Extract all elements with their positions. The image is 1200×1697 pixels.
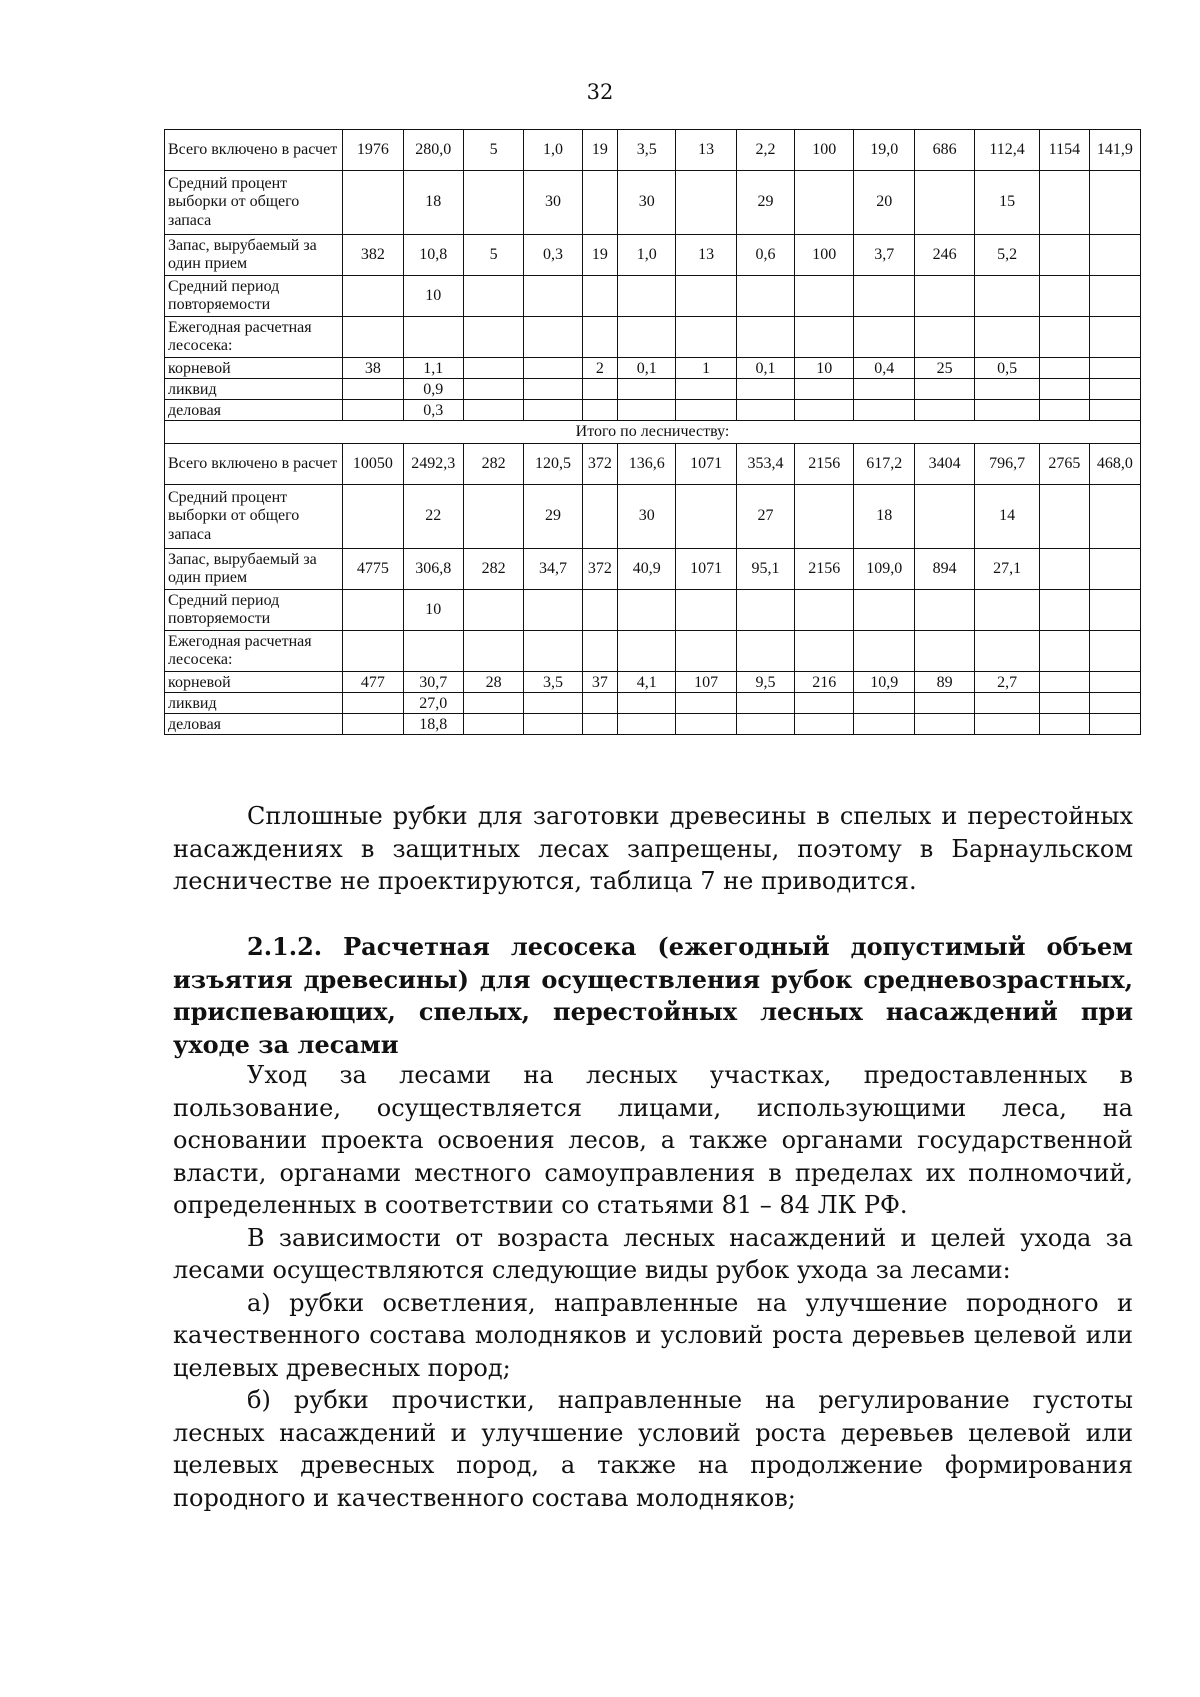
table-cell: 477 [343, 672, 403, 693]
table-cell: 4775 [343, 549, 403, 590]
table-cell [582, 693, 617, 714]
table-cell: 109,0 [854, 549, 914, 590]
table-cell [736, 631, 794, 672]
row-label: Средний процент выборки от общего запаса [165, 171, 343, 235]
table-cell: 10,8 [403, 235, 463, 276]
table-cell [582, 714, 617, 735]
table-cell [795, 379, 854, 400]
table-cell: 9,5 [736, 672, 794, 693]
table-cell: 100 [795, 130, 854, 171]
row-label: ликвид [165, 379, 343, 400]
table-cell: 14 [975, 485, 1040, 549]
table-cell: 13 [676, 130, 736, 171]
table-cell [975, 693, 1040, 714]
table-cell [914, 317, 974, 358]
table-cell: 10 [795, 358, 854, 379]
table-cell [618, 590, 676, 631]
table-cell: 3,5 [618, 130, 676, 171]
table-cell [1089, 485, 1140, 549]
table-cell [1039, 317, 1089, 358]
table-cell [582, 590, 617, 631]
table-cell [795, 631, 854, 672]
table-cell: 468,0 [1089, 444, 1140, 485]
table-cell [463, 590, 523, 631]
table-cell [676, 400, 736, 421]
table-cell: 22 [403, 485, 463, 549]
table-row [165, 400, 1141, 421]
table-cell: 29 [736, 171, 794, 235]
table-cell: 10 [403, 590, 463, 631]
table-cell: 306,8 [403, 549, 463, 590]
table-cell [524, 276, 582, 317]
table-row [165, 485, 1141, 549]
table-cell: 100 [795, 235, 854, 276]
table-cell [975, 631, 1040, 672]
table-cell: 4,1 [618, 672, 676, 693]
table-cell: 30 [524, 171, 582, 235]
table-cell [676, 714, 736, 735]
table-row [165, 631, 1141, 672]
table-cell: 0,4 [854, 358, 914, 379]
table-cell [618, 379, 676, 400]
table-cell: 246 [914, 235, 974, 276]
paragraph-clear-cutting: Сплошные рубки для заготовки древесины в спелых и перестойных насаждениях в защитных лесах запрещены, поэтому в Барнаульском лесничестве не проектируются, таблица 7 не приводится. [173, 802, 1133, 895]
table-cell [1089, 400, 1140, 421]
table-cell: 13 [676, 235, 736, 276]
row-label: Запас, вырубаемый за один прием [165, 549, 343, 590]
table-cell: 28 [463, 672, 523, 693]
table-cell: 107 [676, 672, 736, 693]
table-cell [343, 171, 403, 235]
table-section-label: Итого по лесничеству: [165, 421, 1141, 444]
table-cell: 1976 [343, 130, 403, 171]
table-row [165, 379, 1141, 400]
table-cell [582, 276, 617, 317]
table-cell [795, 485, 854, 549]
table-cell: 216 [795, 672, 854, 693]
table-cell [854, 714, 914, 735]
table-cell: 282 [463, 444, 523, 485]
table-cell [343, 590, 403, 631]
table-cell [676, 379, 736, 400]
table-cell [975, 379, 1040, 400]
table-cell: 1071 [676, 444, 736, 485]
table-cell [1039, 693, 1089, 714]
table-cell [582, 379, 617, 400]
table-cell: 29 [524, 485, 582, 549]
row-label: ликвид [165, 693, 343, 714]
row-label: Всего включено в расчет [165, 444, 343, 485]
table-cell [524, 590, 582, 631]
table-cell [618, 317, 676, 358]
table-cell [524, 358, 582, 379]
table-cell [795, 714, 854, 735]
table-cell: 38 [343, 358, 403, 379]
table-cell: 0,1 [736, 358, 794, 379]
table-cell [736, 400, 794, 421]
table-cell: 30 [618, 485, 676, 549]
table-cell [854, 317, 914, 358]
row-label: деловая [165, 714, 343, 735]
table-cell: 2492,3 [403, 444, 463, 485]
table-cell: 1154 [1039, 130, 1089, 171]
table-cell [343, 485, 403, 549]
table-cell [1039, 358, 1089, 379]
table-cell [582, 171, 617, 235]
body-text-2 [173, 1059, 1133, 1514]
table-cell: 282 [463, 549, 523, 590]
table-cell [914, 714, 974, 735]
table-row [165, 693, 1141, 714]
table-cell [854, 590, 914, 631]
table-cell [1039, 276, 1089, 317]
table-cell [736, 590, 794, 631]
table-cell [1089, 672, 1140, 693]
table-cell: 30,7 [403, 672, 463, 693]
table-cell: 2 [582, 358, 617, 379]
table-cell [914, 590, 974, 631]
table-cell [795, 590, 854, 631]
table-cell [914, 379, 974, 400]
table-cell [1039, 549, 1089, 590]
table-cell [463, 714, 523, 735]
table-cell [1089, 276, 1140, 317]
table-cell [975, 714, 1040, 735]
row-label: Средний период повторяемости [165, 590, 343, 631]
table-cell: 112,4 [975, 130, 1040, 171]
table-cell: 0,6 [736, 235, 794, 276]
table-cell [736, 714, 794, 735]
table-cell [463, 317, 523, 358]
table-cell [975, 276, 1040, 317]
table-cell [676, 317, 736, 358]
table-cell [1089, 171, 1140, 235]
table-cell: 5 [463, 235, 523, 276]
row-label: корневой [165, 672, 343, 693]
body-text [173, 800, 1133, 898]
table-cell: 0,5 [975, 358, 1040, 379]
table-cell: 10050 [343, 444, 403, 485]
table-cell [676, 171, 736, 235]
table-cell: 1,0 [524, 130, 582, 171]
table-cell [676, 631, 736, 672]
table-cell: 10,9 [854, 672, 914, 693]
table-cell: 5 [463, 130, 523, 171]
table-cell: 2,2 [736, 130, 794, 171]
paragraph-forest-care: Уход за лесами на лесных участках, предоставленных в пользование, осуществляется лицами, использующими леса, на основании проекта освоения лесов, а также органами государственной власти, органами местного самоуправления в пределах их полномочий, определенных в соответствии со статьями 81 – 84 ЛК РФ. [173, 1061, 1133, 1219]
table-cell: 382 [343, 235, 403, 276]
table-cell [1089, 358, 1140, 379]
table-cell: 372 [582, 444, 617, 485]
table-cell [463, 276, 523, 317]
table-cell [1039, 631, 1089, 672]
table-cell [1089, 235, 1140, 276]
table-cell [618, 631, 676, 672]
table-cell: 27 [736, 485, 794, 549]
table-cell: 796,7 [975, 444, 1040, 485]
table-cell: 2156 [795, 444, 854, 485]
row-label: Ежегодная расчетная лесосека: [165, 317, 343, 358]
table-cell [914, 693, 974, 714]
table-cell [914, 400, 974, 421]
table-cell [1039, 400, 1089, 421]
row-label: Всего включено в расчет [165, 130, 343, 171]
table-cell [1039, 714, 1089, 735]
table-row [165, 276, 1141, 317]
table-cell [736, 379, 794, 400]
table-cell [343, 631, 403, 672]
row-label: деловая [165, 400, 343, 421]
table-row [165, 317, 1141, 358]
table-cell [1039, 672, 1089, 693]
table-cell: 34,7 [524, 549, 582, 590]
paragraph-care-types: В зависимости от возраста лесных насаждений и целей ухода за лесами осуществляются следующие виды рубок ухода за лесами: [173, 1223, 1133, 1284]
table-row [165, 590, 1141, 631]
table-cell [914, 276, 974, 317]
table-cell [1089, 590, 1140, 631]
table-cell [1089, 379, 1140, 400]
table-cell [795, 171, 854, 235]
table-cell: 20 [854, 171, 914, 235]
table-cell: 10 [403, 276, 463, 317]
table-cell: 0,3 [524, 235, 582, 276]
table-cell [1089, 631, 1140, 672]
table-cell: 120,5 [524, 444, 582, 485]
table-cell [582, 631, 617, 672]
table-cell [524, 317, 582, 358]
table-row [165, 358, 1141, 379]
table-cell: 89 [914, 672, 974, 693]
table-cell: 353,4 [736, 444, 794, 485]
table-cell [1089, 549, 1140, 590]
table-cell: 30 [618, 171, 676, 235]
row-label: Средний процент выборки от общего запаса [165, 485, 343, 549]
table-cell [343, 276, 403, 317]
table-cell [618, 714, 676, 735]
table-cell: 1,0 [618, 235, 676, 276]
table-cell: 3404 [914, 444, 974, 485]
table-cell [795, 400, 854, 421]
cutting-area-table [164, 129, 1141, 735]
table-cell [676, 590, 736, 631]
table-cell: 894 [914, 549, 974, 590]
table-cell [1039, 590, 1089, 631]
table-cell [975, 317, 1040, 358]
table-cell: 40,9 [618, 549, 676, 590]
table-cell: 2,7 [975, 672, 1040, 693]
table-cell [975, 400, 1040, 421]
table-cell [463, 400, 523, 421]
table-cell [343, 714, 403, 735]
table-cell [524, 400, 582, 421]
table-cell [403, 317, 463, 358]
row-label: корневой [165, 358, 343, 379]
table-cell: 15 [975, 171, 1040, 235]
table-cell: 37 [582, 672, 617, 693]
table-cell [854, 631, 914, 672]
table-cell [463, 693, 523, 714]
table-cell: 1071 [676, 549, 736, 590]
table-cell: 372 [582, 549, 617, 590]
table-row [165, 714, 1141, 735]
table-cell [463, 379, 523, 400]
table-body [165, 130, 1141, 735]
table-cell [582, 400, 617, 421]
table-cell: 617,2 [854, 444, 914, 485]
table-row [165, 444, 1141, 485]
table-cell [463, 171, 523, 235]
table-cell [736, 276, 794, 317]
table-cell [463, 358, 523, 379]
paragraph-item-a: а) рубки осветления, направленные на улучшение породного и качественного состава молодняков и условий роста деревьев целевой или целевых древесных пород; [173, 1288, 1133, 1382]
table-cell [343, 317, 403, 358]
table-cell [524, 379, 582, 400]
table-cell: 19,0 [854, 130, 914, 171]
table-cell [1039, 235, 1089, 276]
table-cell: 280,0 [403, 130, 463, 171]
table-cell [1039, 485, 1089, 549]
table-cell [524, 714, 582, 735]
table-cell [854, 400, 914, 421]
table-cell [343, 400, 403, 421]
section-heading: 2.1.2. Расчетная лесосека (ежегодный допустимый объем изъятия древесины) для осуществления рубок средневозрастных, приспевающих, спелых, перестойных лесных насаждений при уходе за лесами [173, 932, 1133, 1059]
table-cell [854, 693, 914, 714]
table-row [165, 549, 1141, 590]
table-cell [1089, 317, 1140, 358]
table-cell [795, 693, 854, 714]
table-cell: 27,1 [975, 549, 1040, 590]
row-label: Ежегодная расчетная лесосека: [165, 631, 343, 672]
table-cell [676, 276, 736, 317]
table-cell [343, 693, 403, 714]
table-cell: 18,8 [403, 714, 463, 735]
table-cell [618, 400, 676, 421]
table-row [165, 421, 1141, 444]
table-cell: 141,9 [1089, 130, 1140, 171]
table-cell [618, 276, 676, 317]
table-cell [736, 693, 794, 714]
table-cell: 25 [914, 358, 974, 379]
table-cell: 0,9 [403, 379, 463, 400]
section-heading-block [173, 931, 1133, 1061]
row-label: Запас, вырубаемый за один прием [165, 235, 343, 276]
table-cell [795, 276, 854, 317]
table-cell [736, 317, 794, 358]
table-row [165, 672, 1141, 693]
table-row [165, 235, 1141, 276]
table-cell [1089, 693, 1140, 714]
table-cell [854, 379, 914, 400]
table-cell [795, 317, 854, 358]
table-cell [403, 631, 463, 672]
table-row [165, 171, 1141, 235]
table-cell: 18 [854, 485, 914, 549]
table-cell: 19 [582, 130, 617, 171]
table-cell [524, 693, 582, 714]
table-cell [1039, 171, 1089, 235]
table-cell: 18 [403, 171, 463, 235]
table-cell: 5,2 [975, 235, 1040, 276]
table-cell: 95,1 [736, 549, 794, 590]
table-cell [524, 631, 582, 672]
table-cell: 136,6 [618, 444, 676, 485]
table-cell [914, 631, 974, 672]
table-cell [914, 485, 974, 549]
table-cell: 19 [582, 235, 617, 276]
table-cell [463, 485, 523, 549]
table-cell: 0,1 [618, 358, 676, 379]
table-cell [1039, 379, 1089, 400]
table-cell [1089, 714, 1140, 735]
table-row [165, 130, 1141, 171]
table-cell: 2156 [795, 549, 854, 590]
table-cell [914, 171, 974, 235]
row-label: Средний период повторяемости [165, 276, 343, 317]
page-number: 32 [586, 80, 614, 104]
table-cell [676, 693, 736, 714]
table-cell: 0,3 [403, 400, 463, 421]
table-cell: 3,7 [854, 235, 914, 276]
table-cell [676, 485, 736, 549]
table-cell [343, 379, 403, 400]
table-cell: 3,5 [524, 672, 582, 693]
table-cell [618, 693, 676, 714]
table-cell: 2765 [1039, 444, 1089, 485]
table-cell: 27,0 [403, 693, 463, 714]
table-cell [582, 485, 617, 549]
table-cell [463, 631, 523, 672]
table-cell [582, 317, 617, 358]
paragraph-item-b: б) рубки прочистки, направленные на регулирование густоты лесных насаждений и улучшение условий роста деревьев целевой или целевых древесных пород, а также на продолжение формирования породного и качественного состава молодняков; [173, 1386, 1133, 1512]
table-cell: 1,1 [403, 358, 463, 379]
table-cell [854, 276, 914, 317]
table-cell: 686 [914, 130, 974, 171]
table-cell [975, 590, 1040, 631]
table-cell: 1 [676, 358, 736, 379]
